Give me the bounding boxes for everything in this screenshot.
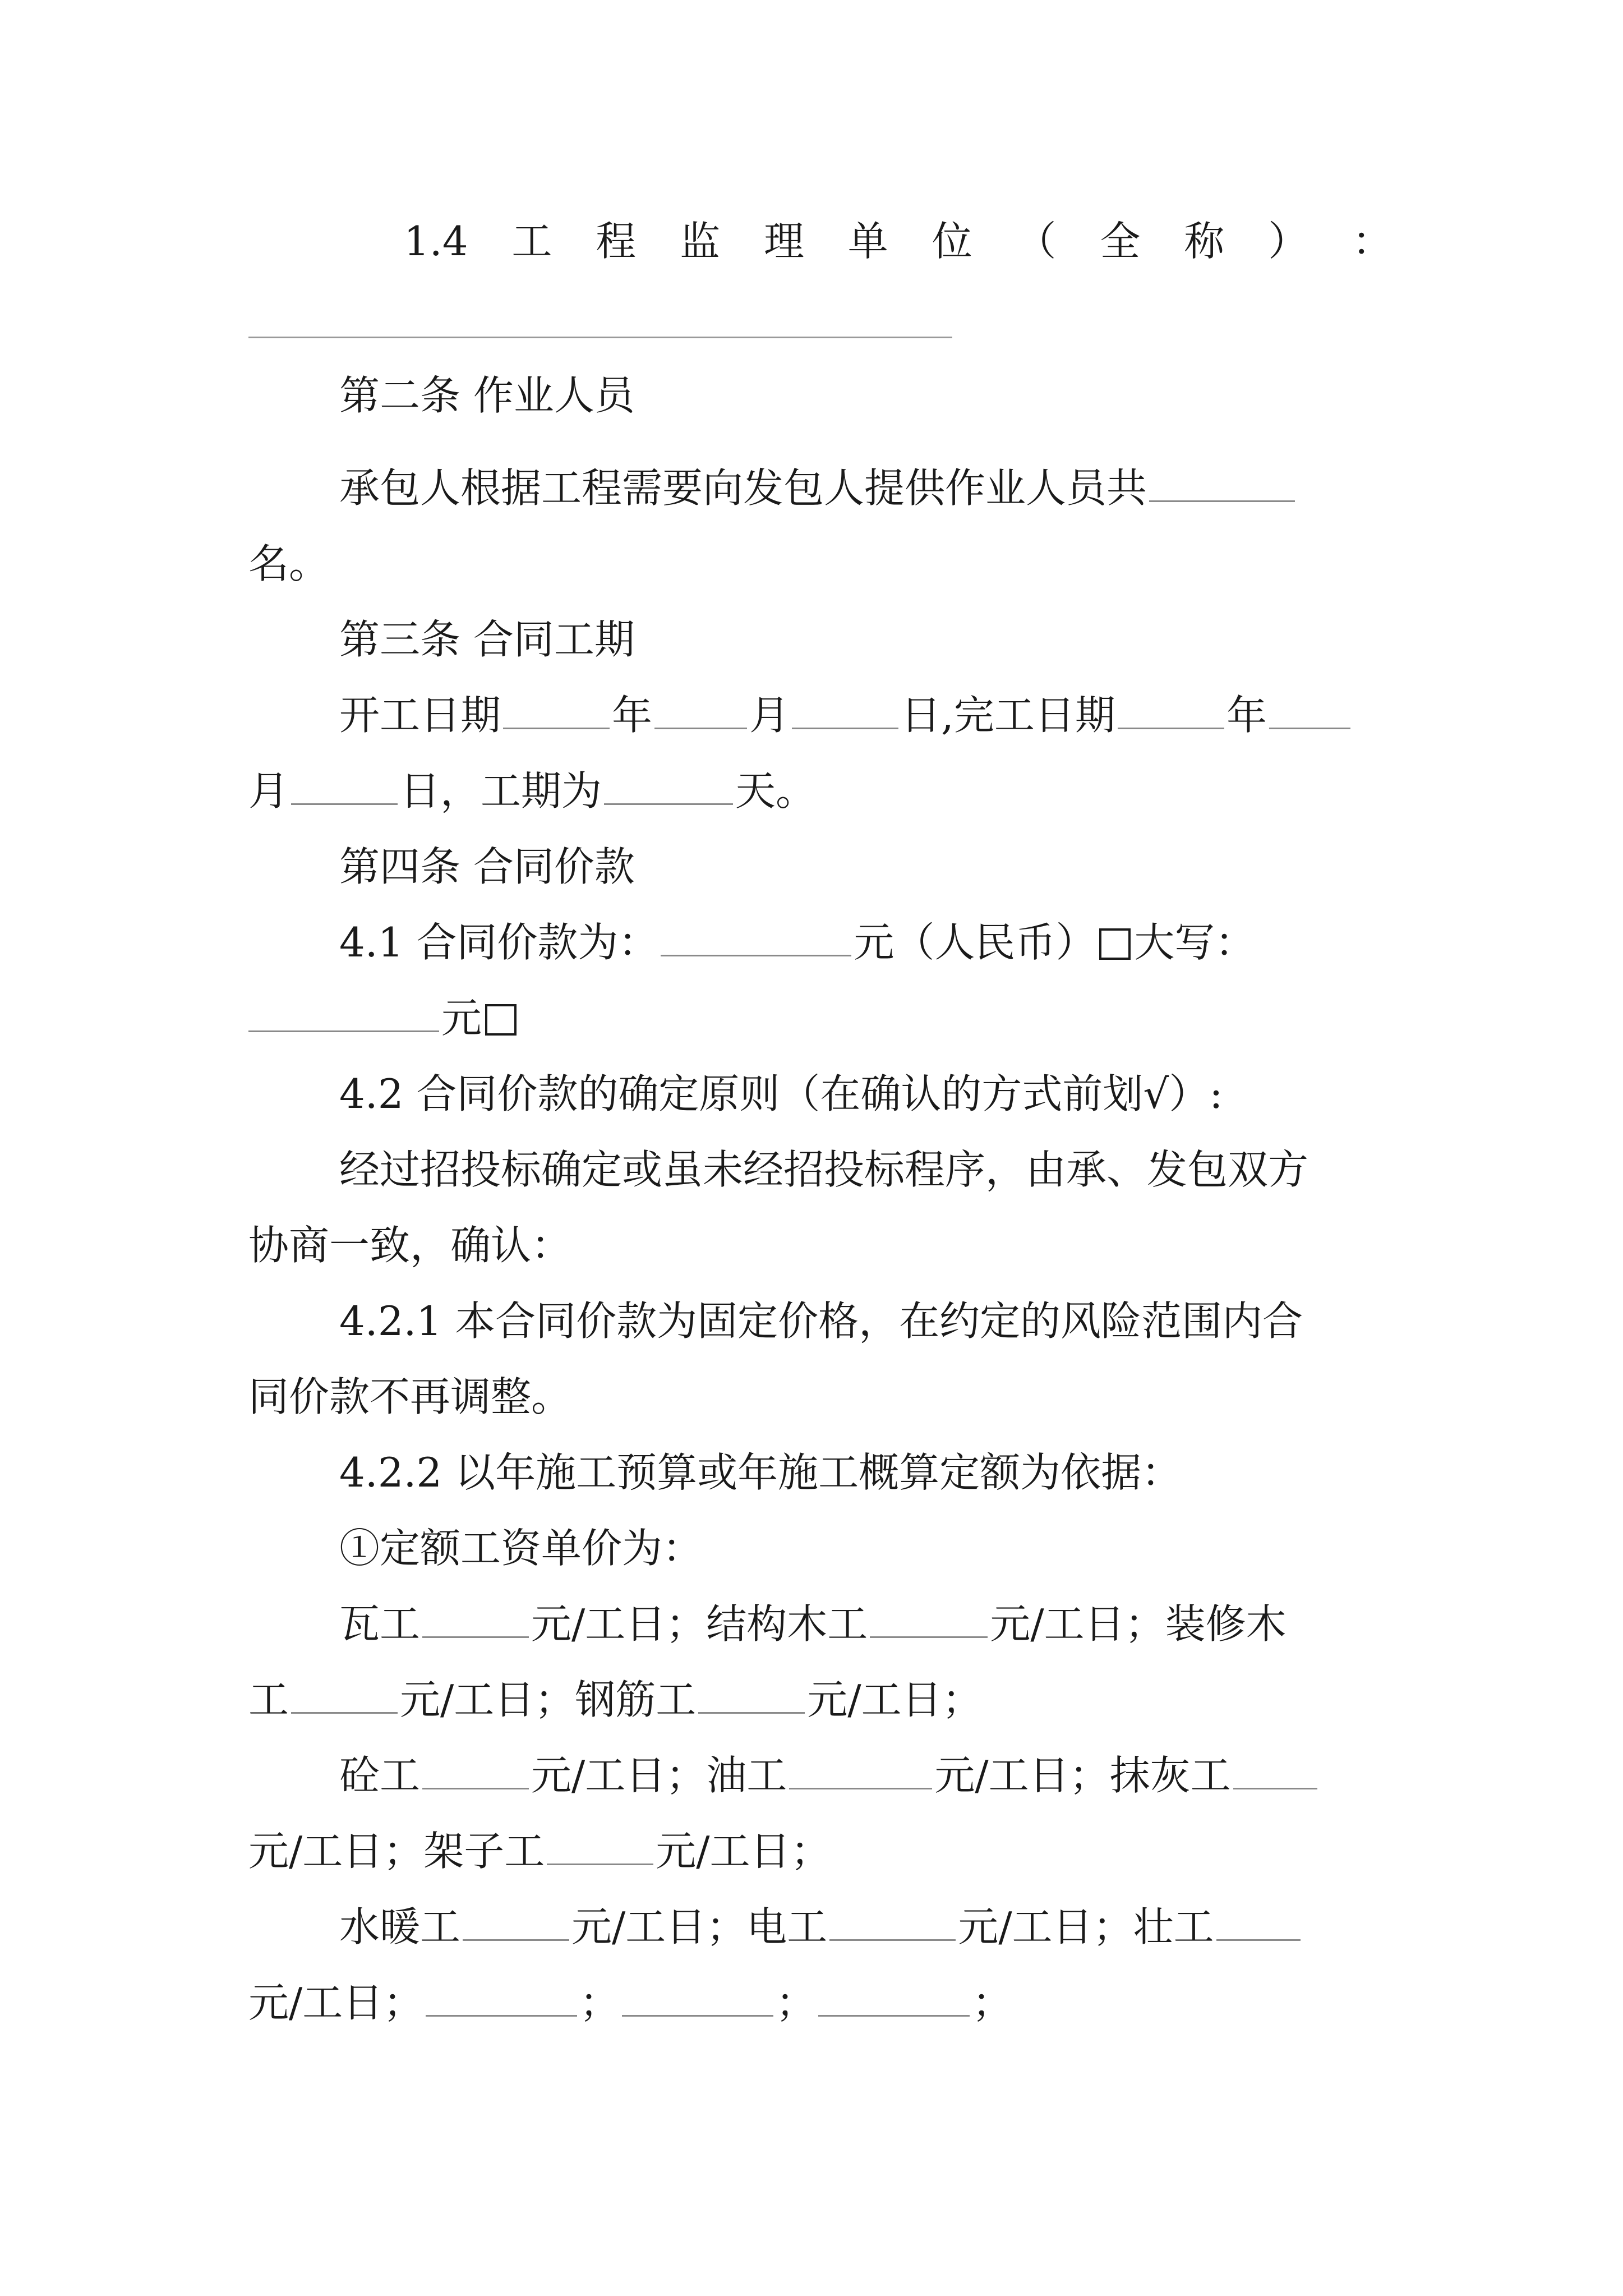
char: 工 [511, 218, 552, 265]
wage-blank[interactable] [698, 1673, 805, 1714]
char: 位 [932, 218, 972, 265]
clause-4-1-label: 4.1 合同价款为： [339, 919, 659, 966]
trade-label: 瓦工 [339, 1600, 421, 1648]
unit-label: 元/工日 [571, 1903, 707, 1950]
dates-line-1 [339, 687, 1393, 743]
char: （ [1016, 218, 1057, 265]
article-2-text-a: 承包人根据工程需要向发包人提供作业人员共 [339, 464, 1147, 512]
trade-label: 电工 [746, 1903, 828, 1950]
wage-blank[interactable] [547, 1824, 653, 1865]
unit-label: 元/工日 [990, 1600, 1125, 1648]
clause-4-2-body-cont: 协商一致，确认： [248, 1222, 572, 1269]
start-month-blank[interactable] [654, 688, 747, 729]
wage-blank[interactable] [789, 1749, 932, 1789]
days-label: 天。 [735, 767, 817, 815]
extra-trade-blank[interactable] [622, 1976, 773, 2017]
wage-blank[interactable] [463, 1900, 569, 1941]
unit-label: 元/工日 [248, 1979, 384, 2026]
wages-line-1 [339, 1596, 1393, 1652]
separator: ； [666, 1600, 707, 1648]
end-month-blank[interactable] [1269, 688, 1350, 729]
char: 监 [680, 218, 721, 265]
start-day-blank[interactable] [792, 688, 898, 729]
wage-blank[interactable] [422, 1749, 529, 1789]
wages-line-4 [248, 1823, 1393, 1879]
start-year-blank[interactable] [503, 688, 610, 729]
wage-blank[interactable] [1233, 1749, 1317, 1789]
supervisor-name-blank[interactable] [248, 337, 952, 338]
trade-label: 钢筋工 [575, 1676, 697, 1723]
wages-line-2 [248, 1672, 1393, 1728]
clause-4-2-1-cont: 同价款不再调整。 [248, 1373, 572, 1420]
trade-label: 壮工 [1133, 1903, 1214, 1950]
dates-line-2 [248, 763, 1393, 819]
article-2-text-cont: 名。 [248, 540, 330, 587]
start-date-label: 开工日期 [339, 692, 501, 739]
char: 单 [847, 218, 888, 265]
checkbox-icon[interactable] [485, 1004, 517, 1036]
unit-label: 元/工日 [958, 1903, 1093, 1950]
trade-label: 结构木工 [706, 1600, 868, 1648]
article-2-title: 第二条 作业人员 [339, 372, 635, 419]
price-amount-blank[interactable] [661, 915, 851, 956]
separator: ； [534, 1676, 575, 1723]
trade-label: 抹灰工 [1109, 1752, 1231, 1799]
separator: ； [706, 1903, 747, 1950]
wage-blank[interactable] [870, 1597, 988, 1638]
year-label: 年 [612, 692, 653, 739]
separator: ； [776, 1979, 817, 2026]
char: 全 [1100, 218, 1141, 265]
char: 称 [1184, 218, 1225, 265]
clause-4-1-cont [248, 990, 1393, 1046]
extra-trade-blank[interactable] [818, 1976, 970, 2017]
capital-label: 大写： [1134, 919, 1256, 966]
wages-line-3 [339, 1747, 1393, 1803]
separator: ； [1124, 1600, 1165, 1648]
wages-line-6 [248, 1975, 1393, 2031]
month-label: 月 [248, 767, 289, 815]
year-label: 年 [1226, 692, 1267, 739]
clause-1-4-spread [404, 213, 1393, 269]
end-date-label: 日,完工日期 [901, 692, 1115, 739]
char: 程 [596, 218, 637, 265]
clause-4-1 [339, 914, 1393, 970]
separator: ； [1069, 1752, 1110, 1799]
clause-number: 1.4 [404, 218, 468, 265]
worker-count-blank[interactable] [1149, 461, 1295, 502]
wage-blank[interactable] [1216, 1900, 1301, 1941]
unit-label: 元/工日 [807, 1676, 942, 1723]
unit-label: 元/工日 [400, 1676, 535, 1723]
wages-line-5 [339, 1899, 1393, 1955]
char: ） [1268, 218, 1309, 265]
month-label: 月 [749, 692, 790, 739]
clause-4-2: 4.2 合同价款的确定原则（在确认的方式前划√）: [339, 1070, 1223, 1117]
unit-label: 元/工日 [934, 1752, 1069, 1799]
duration-blank[interactable] [604, 764, 733, 805]
checkbox-icon[interactable] [1099, 928, 1131, 960]
unit-label: 元/工日 [531, 1600, 666, 1648]
clause-4-2-2: 4.2.2 以年施工预算或年施工概算定额为依据： [339, 1449, 1182, 1496]
trade-label: 水暖工 [339, 1903, 461, 1950]
wage-blank[interactable] [829, 1900, 956, 1941]
capital-amount-blank[interactable] [248, 991, 439, 1032]
article-4-title: 第四条 合同价款 [339, 843, 635, 890]
wage-blank[interactable] [422, 1597, 529, 1638]
trade-label: 砼工 [339, 1752, 421, 1799]
separator: ； [972, 1979, 1013, 2026]
trade-label: 架子工 [423, 1828, 545, 1875]
end-year-blank[interactable] [1118, 688, 1224, 729]
char: ： [1352, 218, 1393, 265]
end-day-blank[interactable] [291, 764, 398, 805]
separator: ； [1092, 1903, 1133, 1950]
char: 理 [763, 218, 804, 265]
article-3-title: 第三条 合同工期 [339, 616, 635, 663]
unit-label: 元/工日 [531, 1752, 666, 1799]
separator: ； [383, 1828, 424, 1875]
separator: ； [942, 1676, 983, 1723]
wage-title: ①定额工资单价为： [339, 1525, 703, 1572]
currency-label: 元（人民币） [854, 919, 1096, 966]
clause-1-4-line [404, 213, 1393, 269]
wage-blank[interactable] [291, 1673, 398, 1714]
article-2-text [339, 460, 1393, 516]
unit-label: 元/工日 [656, 1828, 791, 1875]
yuan-label: 元 [441, 995, 482, 1042]
trade-label: 工 [248, 1676, 289, 1723]
separator: ； [790, 1828, 831, 1875]
duration-label: 日，工期为 [400, 767, 602, 815]
extra-trade-blank[interactable] [426, 1976, 577, 2017]
trade-label: 装修木 [1165, 1600, 1287, 1648]
clause-4-2-1: 4.2.1 本合同价款为固定价格，在约定的风险范围内合 [339, 1297, 1303, 1345]
separator: ； [383, 1979, 424, 2026]
trade-label: 油工 [706, 1752, 787, 1799]
separator: ； [579, 1979, 620, 2026]
clause-4-2-body: 经过招投标确定或虽未经招投标程序，由承、发包双方 [339, 1146, 1309, 1193]
separator: ； [666, 1752, 707, 1799]
unit-label: 元/工日 [248, 1828, 384, 1875]
